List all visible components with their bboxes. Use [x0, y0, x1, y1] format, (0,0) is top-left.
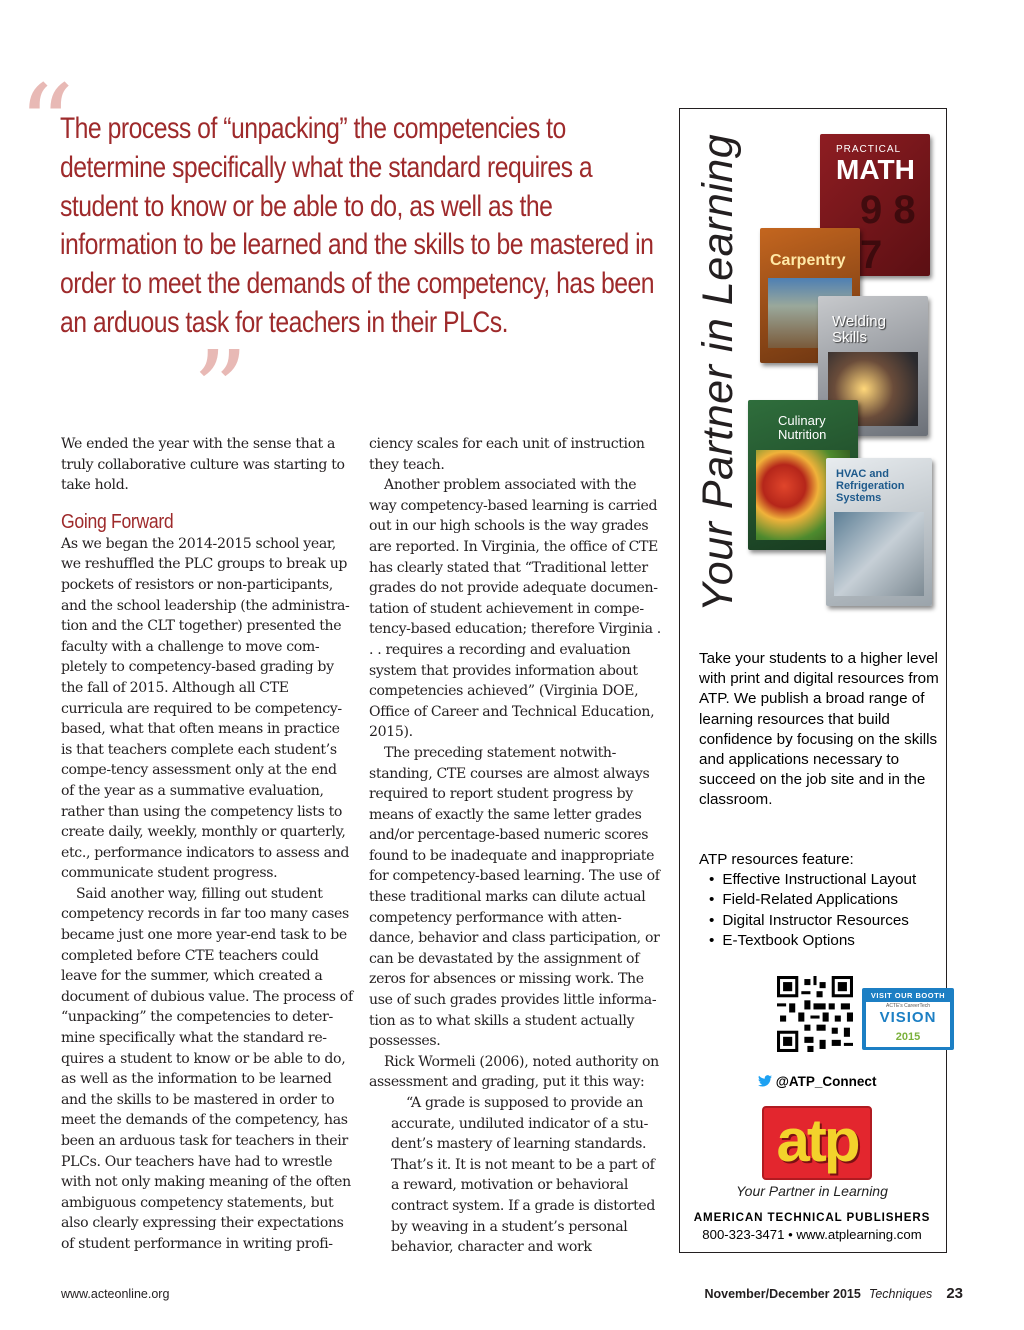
- features-heading: ATP resources feature:: [699, 851, 854, 868]
- twitter-handle-text: @ATP_Connect: [775, 1074, 877, 1089]
- book-title: Carpentry: [770, 252, 846, 269]
- paragraph: Said another way, filling out student competency records in far too many cases became just one more year-end task to be completed before CTE teachers could leave for the summer, which created a document of dubious value. The process of “unpacking” the competencies to deter-mine specifically what the standard re-quires a student to know or be able to do, as well as the information to be learned and the skills to be mastered in order to meet the demands of the competency, has been an arduous task for teachers in their PLCs. Our teachers have had to wrestle with not only making meaning of the often ambiguous competency statements, but also clearly expressing their expectations of student performance in writing profi-: [61, 885, 353, 1252]
- footer-issue-info: [704, 1285, 963, 1302]
- book-title: Welding Skills: [832, 313, 886, 346]
- twitter-handle[interactable]: [758, 1074, 876, 1089]
- ad-body-text: Take your students to a higher level with print and digital resources from ATP. We publish a broad range of learning resources that build confidence by focusing on the skills and applications necessary to succeed on the job site and in the classroom.: [699, 650, 939, 809]
- feature-item: • Effective Instructional Layout: [709, 870, 939, 890]
- ad-tagline: Your Partner in Learning: [736, 1183, 888, 1199]
- features-list: [699, 870, 939, 951]
- issue-date: November/December 2015: [704, 1287, 861, 1301]
- booth-badge: [862, 988, 954, 1058]
- paragraph: The preceding statement notwith-standing, CTE courses are almost always required to report student progress by means of exactly the same letter grades and/or percentage-based numeric scores found to be inadequate and inappropriate for competency-based learning. The use of these traditional marks can dilute actual competency performance with atten-dance, behavior and class participation, or can be devastated by the assignment of zeros for absences or missing work. The use of such grades provides little informa-tion as to what skills a student actually possesses.: [369, 744, 660, 1050]
- twitter-bird-icon: [758, 1075, 772, 1087]
- vision-logo: [866, 1002, 950, 1047]
- pull-quote: The process of “unpacking” the competencies to determine specifically what the standard requires a student to know or be able to do, as well as the information to be learned and the skills to be mastered in order to meet the demands of the competency, has been an arduous task for teachers in their PLCs.: [60, 112, 655, 339]
- paragraph: Rick Wormeli (2006), noted authority on assessment and grading, put it this way:: [369, 1053, 659, 1091]
- feature-item: • Field-Related Applications: [709, 890, 939, 910]
- math-numbers-art: 9 8 7: [860, 188, 916, 277]
- hvac-photo: [834, 512, 924, 596]
- qr-code[interactable]: [777, 976, 853, 1052]
- book-cover-stack: [748, 128, 938, 613]
- article-column-1: [61, 434, 353, 1255]
- article-column-2: [369, 434, 661, 1258]
- booth-label: VISIT OUR BOOTH: [870, 991, 946, 1000]
- page-number: 23: [946, 1285, 963, 1302]
- book-title: HVAC and Refrigeration Systems: [836, 468, 905, 504]
- company-contact: 800-323-3471 • www.atplearning.com: [702, 1227, 922, 1242]
- paragraph: Another problem associated with the way competency-based learning is carried out in our high schools is the way grades are reported. In Virginia, the office of CTE has clearly stated that “Traditional letter grades do not provide adequate documen-tation of student achievement in compe-tency-based education; therefore Virginia . . . requires a recording and evaluation system that provides information about competencies achieved” (Virginia DOE, Office of Career and Technical Education, 2015).: [369, 477, 661, 741]
- book-title: Culinary Nutrition: [778, 413, 827, 442]
- feature-item: • E-Textbook Options: [709, 931, 939, 951]
- footer-website[interactable]: www.acteonline.org: [61, 1287, 170, 1301]
- atp-logo: [762, 1106, 872, 1180]
- booth-name: VISION: [879, 1009, 937, 1026]
- booth-number: #416: [899, 1049, 917, 1058]
- block-quote: “A grade is supposed to provide an accurate, undiluted indicator of a stu-dent’s mastery of learning standards. That’s it. It is not meant to be a part of a reward, motivation or behavioral contract system. If a grade is distorted by weaving in a student’s personal behavior, character and work: [391, 1095, 656, 1256]
- magazine-name: Techniques: [868, 1287, 933, 1301]
- company-name: AMERICAN TECHNICAL PUBLISHERS: [693, 1211, 931, 1224]
- paragraph: We ended the year with the sense that a truly collaborative culture was starting to take hold.: [61, 436, 345, 494]
- booth-small: ACTE's CareerTech: [885, 1003, 931, 1009]
- book-title-top: PRACTICAL: [836, 144, 902, 155]
- paragraph: ciency scales for each unit of instruction they teach.: [369, 436, 645, 473]
- booth-year: 2015: [895, 1031, 921, 1043]
- ad-features: [699, 850, 939, 951]
- paragraph: As we began the 2014-2015 school year, we reshuffled the PLC groups to break up pockets of resistors or non-participants, and the school leadership (the administra-tion and the CLT together) presented the faculty with a challenge to move com-pletely to competency-based grading by the fall of 2015. Although all CTE curricula are required to be competency-based, what that often means in practice is that teachers complete each student’s compe-tency assessment only at the end of the year as a summative evaluation, rather than using the competency lists to create daily, weekly, monthly or quarterly, etc., performance indicators to assess and communicate student progress.: [61, 535, 350, 882]
- ad-vertical-slogan: Your Partner in Learning: [694, 133, 742, 612]
- logo-text: atp: [776, 1107, 858, 1174]
- book-hvac: [826, 458, 932, 606]
- feature-item: • Digital Instructor Resources: [709, 911, 939, 931]
- close-quote-mark: ”: [192, 327, 249, 455]
- book-title: MATH: [836, 154, 915, 185]
- open-quote-mark: “: [18, 61, 75, 189]
- section-heading: Going Forward: [61, 510, 174, 533]
